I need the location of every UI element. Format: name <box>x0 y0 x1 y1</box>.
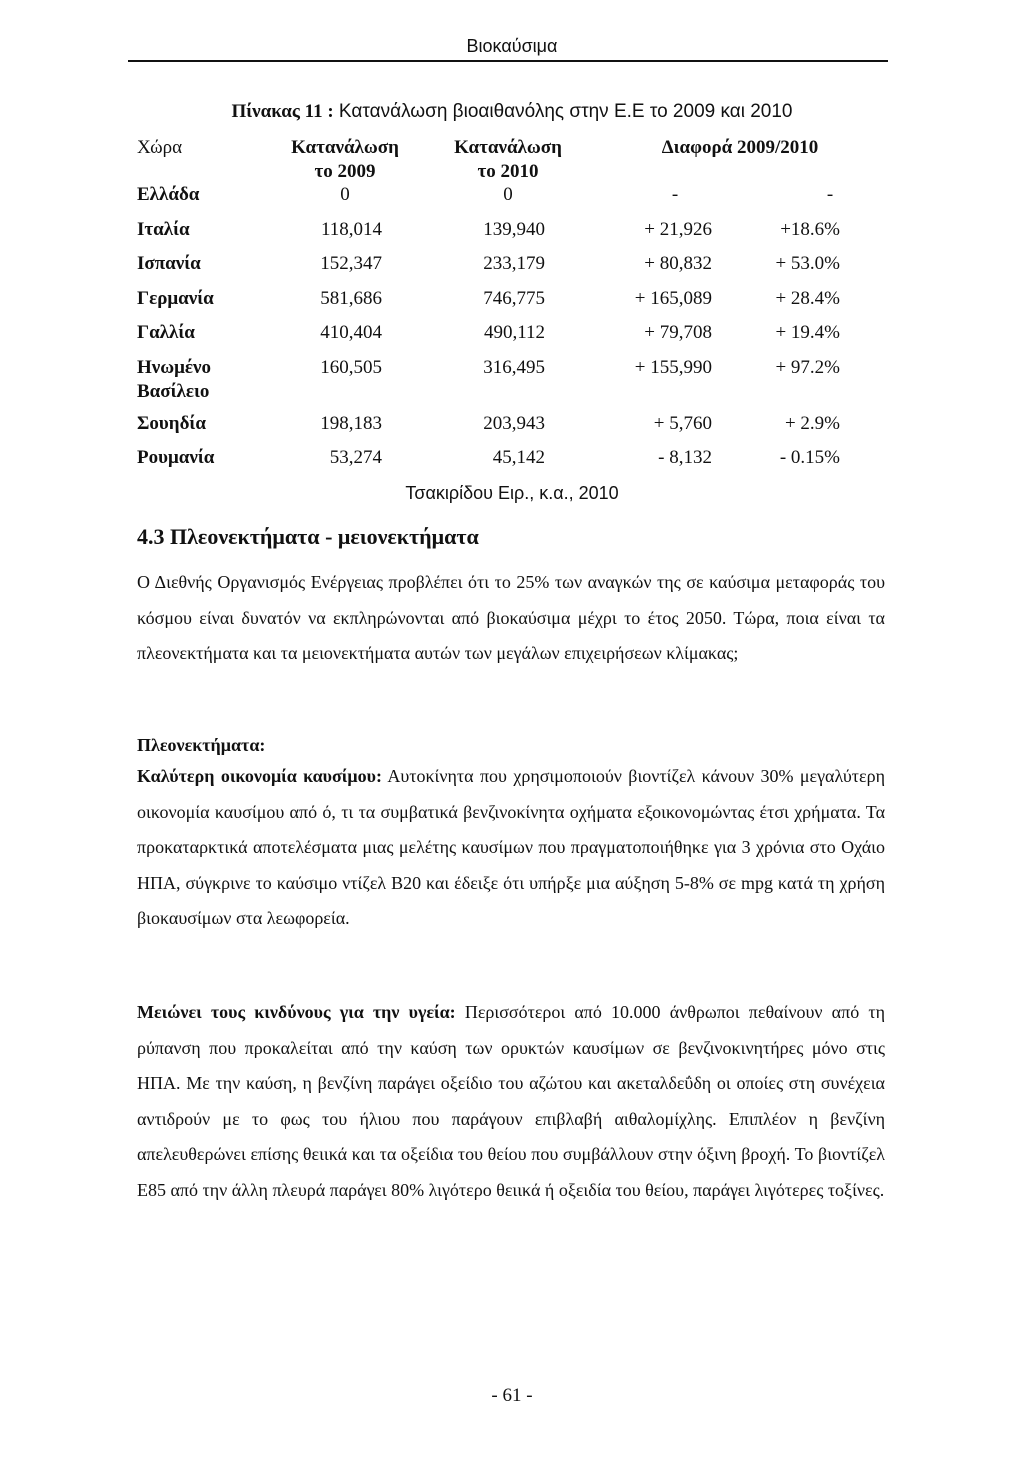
cell-consumption-2010: 490,112 <box>483 322 545 343</box>
cell-percent: + 97.2% <box>775 357 840 378</box>
header-consumption-2010-line1: Κατανάλωση <box>454 137 562 158</box>
cell-consumption-2009: 160,505 <box>320 357 382 378</box>
cell-difference: - <box>671 184 679 205</box>
cell-country: Ρουμανία <box>137 447 215 468</box>
cell-consumption-2009: 581,686 <box>320 288 382 309</box>
cell-difference: + 80,832 <box>644 253 712 274</box>
intro-paragraph: Ο Διεθνής Οργανισμός Ενέργειας προβλέπει ότι το 25% των αναγκών της σε καύσιμα μεταφοράς του κόσμου είναι δυνατόν να εκπληρώνονται από βιοκαύσιμα μέχρι το έτος 2050. Τώρα, ποια είναι τα πλεονεκτήματα και τα μειονεκτήματα αυτών των μεγάλων επιχειρήσεων κλίμακας; <box>137 572 885 663</box>
header-country: Χώρα <box>137 137 183 158</box>
table-caption-text: Κατανάλωση βιοαιθανόλης στην Ε.Ε το 2009 και 2010 <box>333 101 793 122</box>
cell-difference: + 5,760 <box>653 413 712 434</box>
cell-country: Ελλάδα <box>137 184 200 205</box>
advantages-heading: Πλεονεκτήματα: <box>137 735 266 755</box>
cell-consumption-2009: 118,014 <box>320 219 382 240</box>
consumption-table <box>0 0 1024 470</box>
cell-consumption-2010: 203,943 <box>483 413 545 434</box>
cell-consumption-2009: 410,404 <box>320 322 382 343</box>
header-consumption-2009-line2: το 2009 <box>314 161 376 182</box>
cell-country: Γερμανία <box>137 288 214 309</box>
cell-country-line1: Ηνωμένο <box>137 357 212 378</box>
cell-consumption-2010: 0 <box>503 184 513 205</box>
cell-consumption-2009: 152,347 <box>320 253 382 274</box>
cell-consumption-2010: 233,179 <box>483 253 545 274</box>
cell-consumption-2009: 0 <box>340 184 350 205</box>
cell-consumption-2010: 316,495 <box>483 357 545 378</box>
header-consumption-2010-line2: το 2010 <box>477 161 539 182</box>
header-consumption-2009-line1: Κατανάλωση <box>291 137 399 158</box>
cell-country: Ισπανία <box>137 253 201 274</box>
cell-difference: + 165,089 <box>634 288 712 309</box>
fuel-economy-lead: Καλύτερη οικονομία καυσίμου: <box>137 766 382 786</box>
running-header: Βιοκαύσιμα <box>466 36 558 56</box>
health-risk-lead: Μειώνει τους κινδύνους για την υγεία: <box>137 1002 456 1022</box>
page-number: - 61 - <box>491 1385 533 1406</box>
cell-percent: + 28.4% <box>775 288 840 309</box>
cell-percent: + 53.0% <box>775 253 840 274</box>
cell-consumption-2009: 198,183 <box>320 413 382 434</box>
cell-percent: - <box>826 184 834 205</box>
cell-consumption-2010: 139,940 <box>483 219 545 240</box>
cell-country: Σουηδία <box>137 413 206 434</box>
cell-percent: + 19.4% <box>775 322 840 343</box>
cell-difference: - 8,132 <box>658 447 712 468</box>
fuel-economy-paragraph <box>137 759 885 937</box>
fuel-economy-text: Αυτοκίνητα που χρησιμοποιούν βιοντίζελ κάνουν 30% μεγαλύτερη οικονομία καυσίμου από ό, τι τα συμβατικά βενζινοκίνητα οχήματα εξοικονομώντας έτσι χρήματα. Τα προκαταρκτικά αποτελέσματα μιας μελέτης καυσίμων που πραγματοποιήθηκε για 3 χρόνια στο Οχάιο ΗΠΑ, σύγκρινε το καύσιμο ντίζελ B20 και έδειξε ότι υπήρξε μια αύξηση 5-8% σε mpg κατά τη χρήση βιοκαυσίμων στα λεωφορεία. <box>137 766 885 928</box>
cell-percent: + 2.9% <box>784 413 840 434</box>
cell-percent: - 0.15% <box>779 447 840 468</box>
section-title: 4.3 Πλεονεκτήματα - μειονεκτήματα <box>137 524 479 549</box>
cell-percent: +18.6% <box>780 219 840 240</box>
health-risk-paragraph <box>137 995 885 1208</box>
cell-country-line2: Βασίλειο <box>137 381 210 402</box>
cell-consumption-2010: 746,775 <box>483 288 545 309</box>
cell-difference: + 79,708 <box>644 322 712 343</box>
table-source: Τσακιρίδου Ειρ., κ.α., 2010 <box>405 483 619 503</box>
table-caption-label: Πίνακας 11 : <box>231 101 334 122</box>
cell-consumption-2010: 45,142 <box>492 447 545 468</box>
header-difference: Διαφορά 2009/2010 <box>661 137 819 158</box>
cell-difference: + 21,926 <box>644 219 712 240</box>
cell-difference: + 155,990 <box>634 357 712 378</box>
cell-country: Γαλλία <box>137 322 195 343</box>
health-risk-text: Περισσότεροι από 10.000 άνθρωποι πεθαίνουν από τη ρύπανση που προκαλείται από την καύση των ορυκτών καυσίμων σε βενζινοκινητήρες μόνο στις ΗΠΑ. Με την καύση, η βενζίνη παράγει οξείδιο του αζώτου και ακεταλδεΰδη οι οποίες στη συνέχεια αντιδρούν με το φως του ήλιου που παράγουν επιβλαβή αιθαλομίχλης. Επιπλέον η βενζίνη απελευθερώνει επίσης θειικά και τα οξείδια του θείου που συμβάλλουν στην όξινη βροχή. Το βιοντίζελ E85 από την άλλη πλευρά παράγει 80% λιγότερο θειικά ή οξειδία του θείου, παράγει λιγότερες τοξίνες. <box>137 1002 885 1200</box>
cell-country: Ιταλία <box>137 219 190 240</box>
cell-consumption-2009: 53,274 <box>329 447 382 468</box>
